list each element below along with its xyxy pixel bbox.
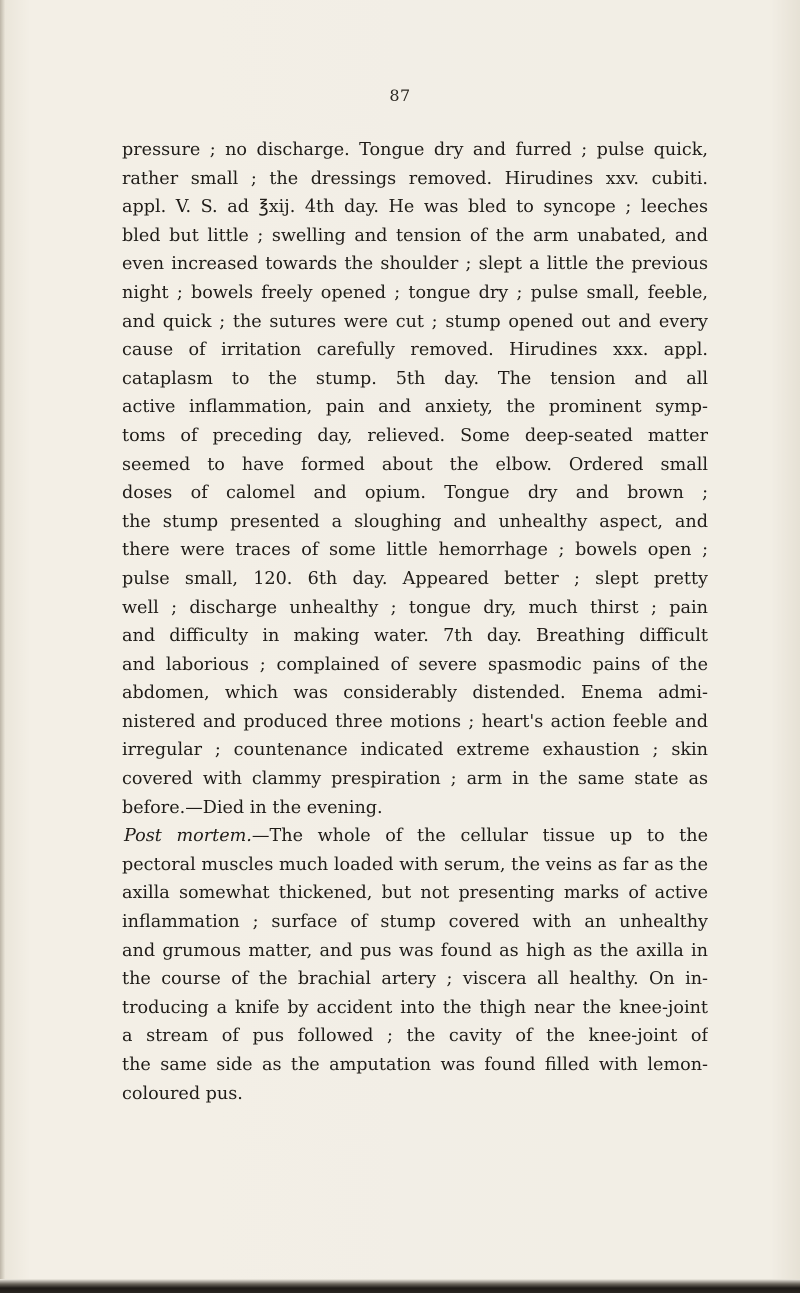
text-line: even increased towards the shoulder ; slept a little the previous xyxy=(122,254,708,275)
text-line: and grumous matter, and pus was found as high as the axilla in xyxy=(122,940,708,961)
text-line: before.—Died in the evening. xyxy=(122,797,383,818)
text-line: active inflammation, pain and anxiety, the prominent symp- xyxy=(122,397,708,418)
text-line: well ; discharge unhealthy ; tongue dry, much thirst ; pain xyxy=(122,597,708,618)
text-line: night ; bowels freely opened ; tongue dry ; pulse small, feeble, xyxy=(122,282,708,303)
body-text xyxy=(122,136,708,1108)
text-line: axilla somewhat thickened, but not presenting marks of active xyxy=(122,883,708,904)
page-number: 87 xyxy=(389,86,411,105)
text-line: and difficulty in making water. 7th day. Breathing difficult xyxy=(122,626,708,647)
text-line: cataplasm to the stump. 5th day. The tension and all xyxy=(122,368,708,389)
text-line: bled but little ; swelling and tension of the arm unabated, and xyxy=(122,225,708,246)
post-mortem-first-line xyxy=(122,822,708,851)
text-line: and laborious ; complained of severe spasmodic pains of the xyxy=(122,654,708,675)
text-line: cause of irritation carefully removed. Hirudines xxx. appl. xyxy=(122,340,708,361)
text-line: nistered and produced three motions ; heart's action feeble and xyxy=(122,711,708,732)
text-line: the stump presented a sloughing and unhealthy aspect, and xyxy=(122,511,708,532)
text-line: pectoral muscles much loaded with serum, the veins as far as the xyxy=(122,854,708,875)
post-mortem-label: Post mortem. xyxy=(124,826,252,847)
text-line: appl. V. S. ad ℥xij. 4th day. He was bled to syncope ; leeches xyxy=(122,197,708,218)
page-spine-shadow xyxy=(0,0,5,1293)
text-line: pressure ; no discharge. Tongue dry and furred ; pulse quick, xyxy=(122,140,708,160)
text-line: abdomen, which was considerably distended. Enema admi- xyxy=(122,683,708,704)
text-line: seemed to have formed about the elbow. Ordered small xyxy=(122,454,708,475)
text-line: pulse small, 120. 6th day. Appeared better ; slept pretty xyxy=(122,568,708,589)
text-line: the course of the brachial artery ; viscera all healthy. On in- xyxy=(122,969,708,990)
text-line: rather small ; the dressings removed. Hirudines xxv. cubiti. xyxy=(122,168,708,189)
text-line: inflammation ; surface of stump covered with an unhealthy xyxy=(122,912,708,933)
page-bottom-edge xyxy=(0,1279,800,1293)
text-line: and quick ; the sutures were cut ; stump opened out and every xyxy=(122,311,708,332)
text-line: coloured pus. xyxy=(122,1083,243,1104)
text-line: doses of calomel and opium. Tongue dry and brown ; xyxy=(122,483,708,504)
text-line: irregular ; countenance indicated extreme exhaustion ; skin xyxy=(122,740,708,761)
text-line: covered with clammy prespiration ; arm in the same state as xyxy=(122,769,708,790)
text-line: a stream of pus followed ; the cavity of the knee-joint of xyxy=(122,1026,708,1047)
text-line: toms of preceding day, relieved. Some deep-seated matter xyxy=(122,425,708,446)
text-line: the same side as the amputation was found filled with lemon- xyxy=(122,1055,708,1075)
text-line: there were traces of some little hemorrhage ; bowels open ; xyxy=(122,540,708,561)
post-mortem-text: —The whole of the cellular tissue up to the xyxy=(251,826,708,847)
text-line: troducing a knife by accident into the thigh near the knee-joint xyxy=(122,997,708,1018)
